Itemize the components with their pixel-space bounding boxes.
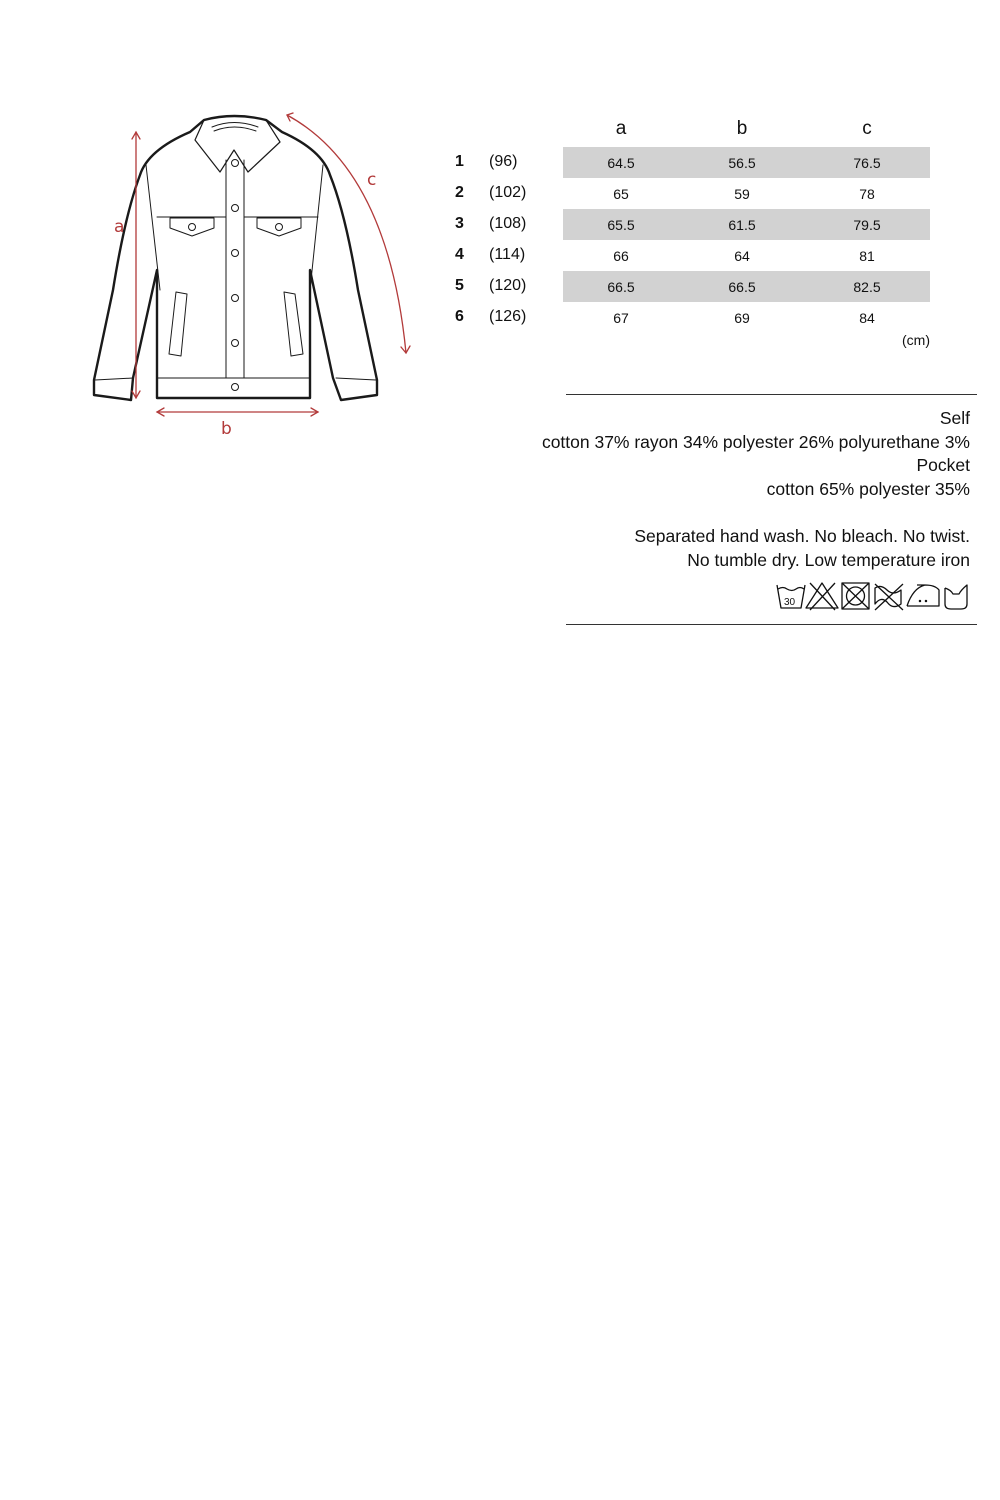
right-chest-pocket: [257, 218, 301, 236]
svg-text:30: 30: [784, 597, 796, 608]
self-label: Self: [939, 408, 970, 428]
row-size: (120): [489, 277, 527, 294]
table-row: [455, 240, 935, 271]
self-composition: cotton 37% rayon 34% polyester 26% polyurethane 3%: [541, 431, 970, 452]
cell-c: 76.5: [853, 155, 881, 171]
table-row: [455, 147, 935, 178]
cell-b: 64: [734, 248, 750, 264]
cell-b: 56.5: [728, 155, 756, 171]
cell-a: 65.5: [607, 217, 635, 233]
hand-wash-icon: [945, 585, 967, 609]
row-number: 5: [455, 277, 464, 294]
row-number: 2: [455, 184, 464, 201]
row-size: (126): [489, 308, 527, 325]
row-number: 1: [455, 153, 464, 170]
cell-c: 79.5: [853, 217, 881, 233]
care-symbols: [775, 580, 970, 612]
table-row: [455, 302, 935, 333]
divider-bottom: [566, 624, 977, 625]
table-row: [455, 209, 935, 240]
row-size: (114): [489, 246, 526, 263]
row-size: (96): [489, 153, 518, 170]
pocket-label: Pocket: [916, 455, 970, 475]
right-welt-pocket: [284, 292, 303, 356]
cell-c: 78: [859, 186, 875, 202]
cell-b: 59: [734, 186, 750, 202]
cell-a: 66.5: [607, 279, 635, 295]
unit-label: (cm): [902, 332, 930, 348]
size-table: [455, 147, 935, 333]
left-welt-pocket: [169, 292, 187, 356]
cell-c: 82.5: [853, 279, 881, 295]
measure-b-arrow: [157, 408, 318, 416]
measure-a-arrow: [132, 132, 140, 398]
col-header-a: a: [615, 118, 627, 139]
cell-c: 81: [859, 248, 875, 264]
cell-b: 66.5: [728, 279, 756, 295]
jacket-collar: [195, 120, 280, 172]
measure-b-label: b: [221, 419, 232, 439]
row-size: (108): [489, 215, 527, 232]
table-row: [455, 271, 935, 302]
cell-b: 69: [734, 310, 750, 326]
divider-top: [566, 394, 977, 395]
row-number: 3: [455, 215, 464, 232]
care-instructions-line2: No tumble dry. Low temperature iron: [687, 549, 970, 570]
measure-a-label: a: [114, 217, 125, 237]
cell-a: 67: [613, 310, 629, 326]
jacket-measurement-diagram: [85, 100, 415, 445]
low-iron-icon: [907, 585, 939, 606]
row-size: (102): [489, 184, 527, 201]
cell-c: 84: [859, 310, 875, 326]
col-header-c: c: [862, 118, 872, 139]
cell-b: 61.5: [728, 217, 756, 233]
care-instructions-line1: Separated hand wash. No bleach. No twist.: [634, 526, 970, 546]
pocket-composition: cotton 65% polyester 35%: [766, 478, 970, 499]
left-chest-pocket: [170, 218, 214, 236]
cell-a: 65: [613, 186, 629, 202]
measure-c-label: c: [367, 170, 377, 190]
wash-30-icon: [777, 585, 805, 608]
no-bleach-icon: [806, 583, 838, 610]
col-header-b: b: [736, 118, 748, 139]
no-tumble-dry-icon: [842, 583, 869, 609]
cell-a: 64.5: [607, 155, 635, 171]
row-number: 4: [455, 246, 464, 263]
row-number: 6: [455, 308, 464, 325]
product-info: [450, 407, 970, 572]
table-row: [455, 178, 935, 209]
cell-a: 66: [613, 248, 629, 264]
measure-c-arrow: [287, 113, 410, 353]
no-wring-icon: [875, 584, 903, 610]
